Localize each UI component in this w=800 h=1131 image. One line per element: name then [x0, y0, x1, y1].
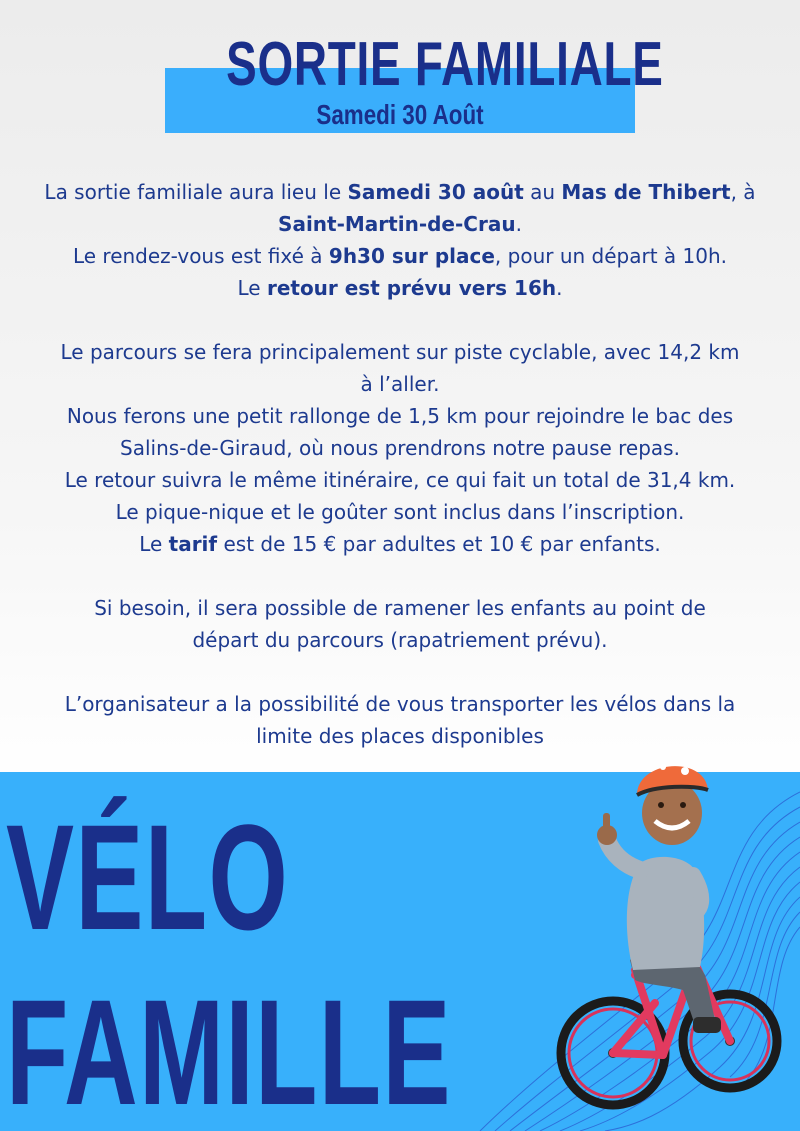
text: Nous ferons une petit rallonge de 1,5 km pour rejoindre le bac des	[66, 404, 734, 428]
text: au	[523, 180, 562, 204]
text: Le	[237, 276, 267, 300]
text: , pour un départ à 10h.	[494, 244, 728, 268]
paragraph-total: Le retour suivra le même itinéraire, ce qui fait un total de 31,4 km.	[64, 468, 736, 492]
event-description	[10, 176, 790, 752]
date-text: Samedi 30 août	[347, 180, 524, 204]
text: à l’aller.	[360, 372, 440, 396]
text: est de 15 € par adultes et 10 € par enfants.	[217, 532, 661, 556]
text: Le parcours se fera principalement sur piste cyclable, avec 14,2 km	[60, 340, 740, 364]
text: Le	[139, 532, 169, 556]
text: Si besoin, il sera possible de ramener les enfants au point de	[94, 596, 706, 620]
town-text: Saint-Martin-de-Crau	[278, 212, 516, 236]
text: L’organisateur a la possibilité de vous transporter les vélos dans la	[64, 692, 736, 716]
text: limite des places disponibles	[256, 724, 544, 748]
text: , à	[730, 180, 756, 204]
child-on-bicycle-illustration	[545, 735, 785, 1131]
text: départ du parcours (rapatriement prévu).	[192, 628, 608, 652]
text: Salins-de-Giraud, où nous prendrons notre pause repas.	[120, 436, 680, 460]
text: .	[515, 212, 522, 236]
paragraph-return	[10, 272, 790, 304]
page-title: SORTIE FAMILIALE	[226, 30, 664, 99]
paragraph-price	[10, 528, 790, 560]
paragraph-location	[10, 176, 790, 240]
text: Le rendez-vous est fixé à	[72, 244, 329, 268]
text: .	[556, 276, 563, 300]
banner-word-famille: FAMILLE	[6, 968, 452, 1131]
title-block	[165, 30, 664, 133]
paragraph-repatriation	[10, 592, 790, 656]
paragraph-route	[10, 336, 790, 400]
meeting-time-text: 9h30 sur place	[328, 244, 495, 268]
paragraph-meeting	[10, 240, 790, 272]
event-date: Samedi 30 Août	[316, 99, 484, 130]
banner-word-velo: VÉLO	[6, 793, 290, 961]
return-time-text: retour est prévu vers 16h	[266, 276, 557, 300]
text: La sortie familiale aura lieu le	[44, 180, 348, 204]
paragraph-food: Le pique-nique et le goûter sont inclus dans l’inscription.	[115, 500, 685, 524]
paragraph-extension	[10, 400, 790, 464]
venue-text: Mas de Thibert	[561, 180, 731, 204]
price-label: tarif	[168, 532, 218, 556]
